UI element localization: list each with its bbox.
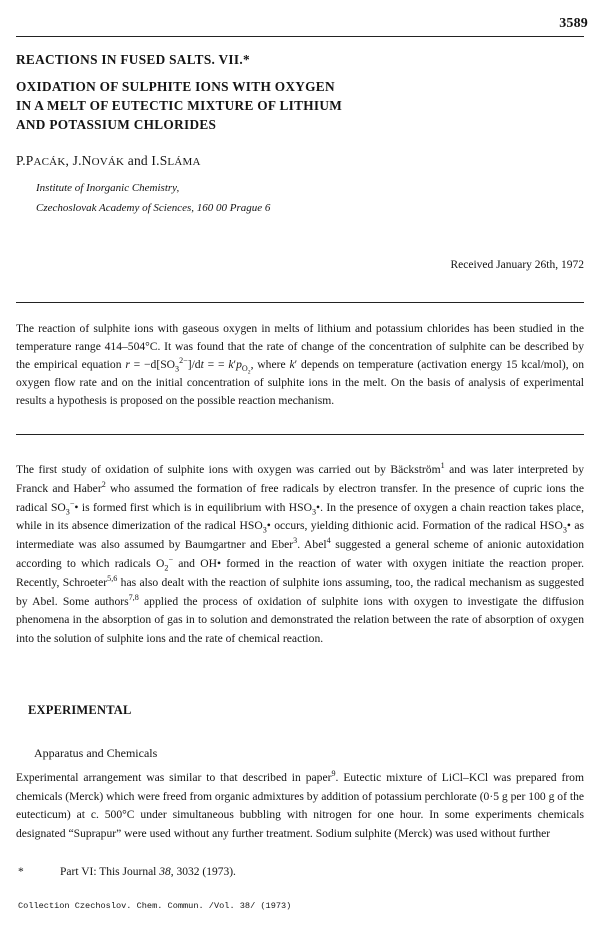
footnote <box>18 866 236 878</box>
abstract-bottom-rule <box>16 434 584 435</box>
experimental-paragraph: Experimental arrangement was similar to that described in paper$^9$. Eutectic mixture of LiCl–KCl was prepared from chemicals (Merck) which were freed from organic admixtures by addition of potassium perchlorate (0·5 g per 100 g of the eutecticum) at c. 500°C under simultaneous bubbling with nitrogen for one hour. In some experiments chemicals designated “Suprapur” were used without any further treatment. Sodium sulphite (Merck) was used without further <box>16 769 585 840</box>
page-number: 3589 <box>559 16 588 31</box>
affiliation-line-1: Institute of Inorganic Chemistry, <box>36 182 180 194</box>
authors: P.PACÁK, J.NOVÁK and I.SLÁMA <box>16 153 201 168</box>
section-heading: EXPERIMENTAL <box>28 703 132 717</box>
abstract: The reaction of sulphite ions with gaseous oxygen in melts of lithium and potassium chlorides has been studied in the temperature range 414–504°C. It was found that the rate of change of the concentration of sulphite can be described by the empirical equation $r = -d[SO_3^{2-}]/dt$ = = $k'p_{O_2}$, where k′ depends on temperature (activation energy 15 kcal/mol), on oxygen flow rate and on the initial concentration of sulphite ions in the melt. On the basis of analysis of experimental results a hypothesis is proposed on the possible reaction mechanism. <box>16 322 585 407</box>
footnote-mark: * <box>18 866 24 878</box>
received-date: Received January 26th, 1972 <box>450 259 584 271</box>
introduction-paragraph: The first study of oxidation of sulphite ions with oxygen was carried out by Bäckström$^1$ and was later interpreted by Franck and Haber$^2$ who assumed the formation of free radicals by electron transfer. In the presence of cupric ions the radical $SO_3^-•$ is formed first which is in equilibrium with $HSO_3•$. In the presence of oxygen a chain reaction takes place, while in its absence dimerization of the radical $HSO_3•$ occurs, yielding dithionic acid. Formation of the radical $HSO_3•$ as intermediate was also assumed by Baumgartner and Eber$^3$. Abel$^4$ suggested a general scheme of anionic autoxidation according to which radicals $O_2^-$ and OH• formed in the reaction of water with oxygen initiate the reaction proper. Recently, Schroeter$^{5,6}$ has also dealt with the reaction of sulphite ions assuming, too, the radical mechanism as suggested by Abel. Some authors$^{7,8}$ applied the process of oxidation of sulphite ions with oxygen to investigate the diffusion phenomena in the absorption of gas in to solution and demonstrated the relation between the rate of absorption of oxygen into the solution of sulphite ions and the rate of chemical reaction. <box>16 461 585 646</box>
subsection-heading: Apparatus and Chemicals <box>34 746 158 760</box>
title-line-1: REACTIONS IN FUSED SALTS. VII.* <box>16 52 250 67</box>
title-line-2: OXIDATION OF SULPHITE IONS WITH OXYGEN <box>16 79 335 94</box>
title-line-4: AND POTASSIUM CHLORIDES <box>16 117 217 132</box>
journal-citation: Collection Czechoslov. Chem. Commun. /Vol. 38/ (1973) <box>18 901 292 911</box>
abstract-top-rule <box>16 302 584 303</box>
title-line-3: IN A MELT OF EUTECTIC MIXTURE OF LITHIUM <box>16 98 343 113</box>
header-rule <box>16 36 584 37</box>
affiliation-line-2: Czechoslovak Academy of Sciences, 160 00 Prague 6 <box>36 202 271 214</box>
footnote-text: Part VI: This Journal 38, 3032 (1973). <box>60 866 236 878</box>
